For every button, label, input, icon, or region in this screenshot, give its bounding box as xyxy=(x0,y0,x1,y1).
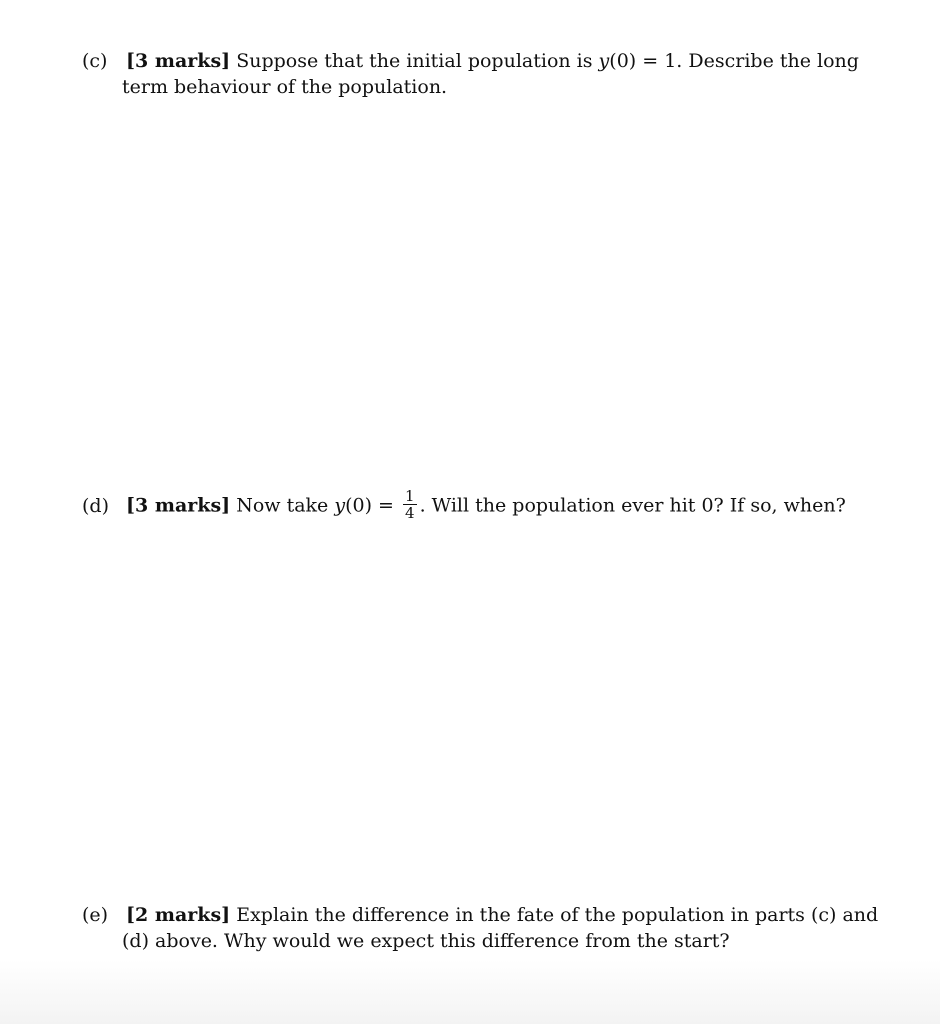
question-d-fraction xyxy=(403,488,417,521)
question-c-y-argument: (0) xyxy=(609,50,637,72)
answer-space-c[interactable] xyxy=(82,110,872,470)
question-c-equals: = xyxy=(642,50,659,72)
question-e-line-2: (d) above. Why would we expect this difference from the start? xyxy=(122,930,730,952)
question-d-period: . xyxy=(419,494,426,517)
question-c-y-variable: y xyxy=(598,50,610,72)
question-d-y-argument: (0) xyxy=(345,494,372,517)
question-c-text: Suppose that the initial population is xyxy=(236,50,593,72)
question-c-text-tail: Describe the long xyxy=(688,50,859,72)
question-d-y-variable: y xyxy=(334,494,346,517)
question-c-label: (c) xyxy=(82,50,108,72)
question-e-label: (e) xyxy=(82,904,109,926)
question-e-marks: [2 marks] xyxy=(126,904,231,926)
question-d-equals: = xyxy=(378,494,394,517)
question-d-label: (d) xyxy=(82,494,109,517)
question-d-line-1 xyxy=(82,487,872,523)
question-e-line-1 xyxy=(82,902,879,928)
question-c-marks: [3 marks] xyxy=(126,50,231,72)
question-d-marks: [3 marks] xyxy=(126,494,231,517)
question-d-fraction-denominator: 4 xyxy=(405,504,415,522)
question-d xyxy=(82,487,872,523)
question-c-line-2: term behaviour of the population. xyxy=(122,76,448,98)
question-e xyxy=(82,902,879,954)
question-c-line-1 xyxy=(82,48,872,74)
question-c-value: 1. xyxy=(664,50,683,72)
question-d-fraction-numerator: 1 xyxy=(405,487,415,505)
answer-space-d[interactable] xyxy=(82,530,872,890)
question-c xyxy=(82,48,872,100)
question-d-text-before: Now take xyxy=(236,494,329,517)
question-e-text: Explain the difference in the fate of the population in parts (c) and xyxy=(236,904,879,926)
question-d-text-after: Will the population ever hit 0? If so, when? xyxy=(431,494,846,517)
